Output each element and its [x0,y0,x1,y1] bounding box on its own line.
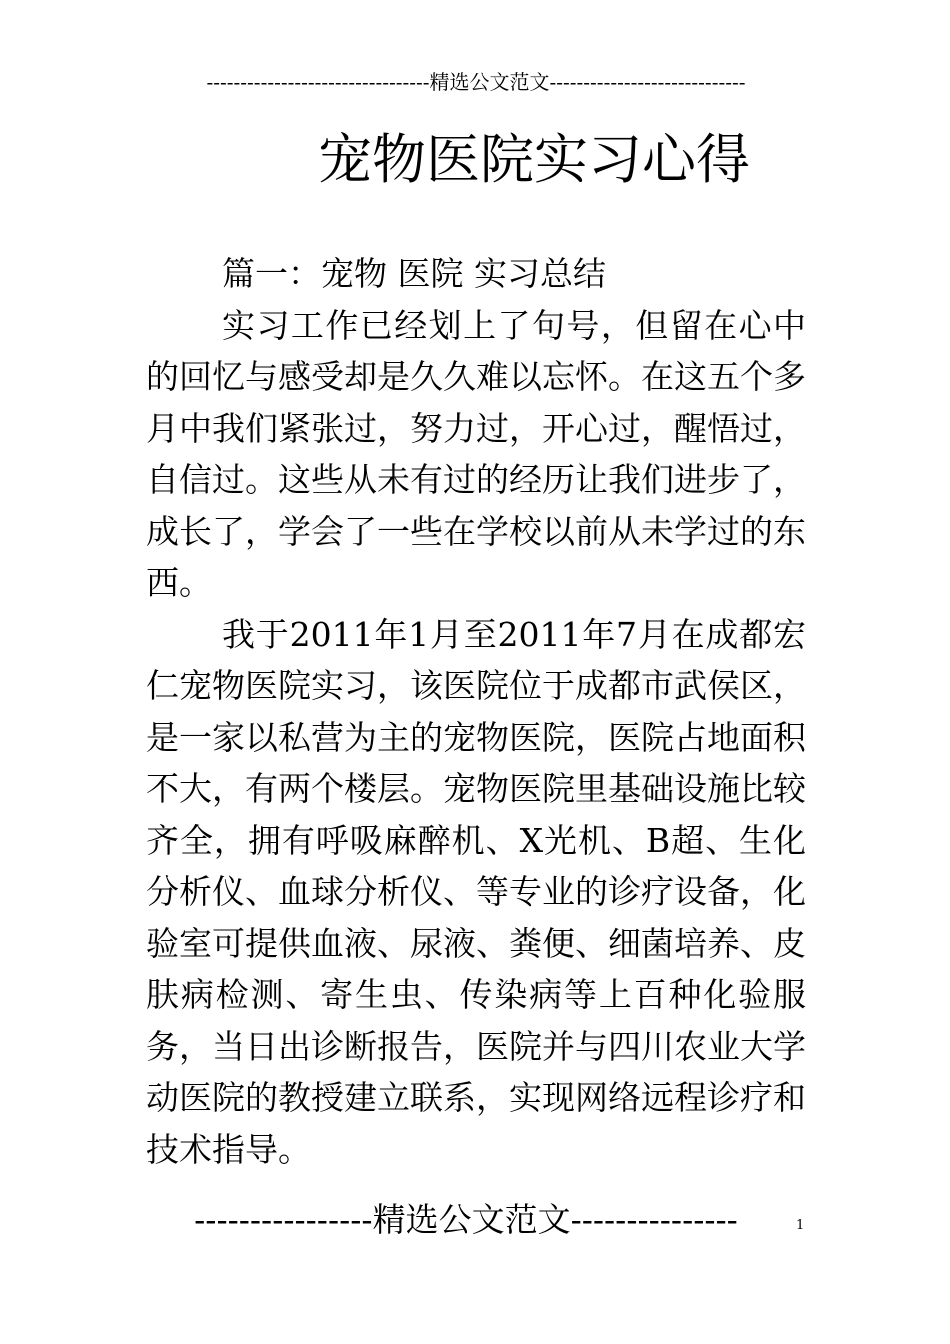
document-body [146,248,806,1175]
section-heading: 篇一：宠物 医院 实习总结 [222,254,606,293]
body-paragraph-1: 实习工作已经划上了句号，但留在心中的回忆与感受却是久久难以忘怀。在这五个多月中我们紧张过，努力过，开心过，醒悟过，自信过。这些从未有过的经历让我们进步了，成长了，学会了一些在学校以前从未学过的东西。 [146,305,806,602]
page-header: ---------------------------------精选公文范文----------------------------- [206,70,746,94]
page-footer: ----------------精选公文范文--------------- [194,1200,738,1239]
document-title: 宠物医院实习心得 [318,128,750,191]
page-number: 1 [796,1218,805,1233]
body-paragraph-2: 我于2011年1月至2011年7月在成都宏仁宠物医院实习，该医院位于成都市武侯区，是一家以私营为主的宠物医院，医院占地面积不大，有两个楼层。宠物医院里基础设施比较齐全，拥有呼吸麻醉机、X光机、B超、生化分析仪、血球分析仪、等专业的诊疗设备，化验室可提供血液、尿液、粪便、细菌培养、皮肤病检测、寄生虫、传染病等上百种化验服务，当日出诊断报告，医院并与四川农业大学动医院的教授建立联系，实现网络远程诊疗和技术指导。 [146,614,806,1169]
